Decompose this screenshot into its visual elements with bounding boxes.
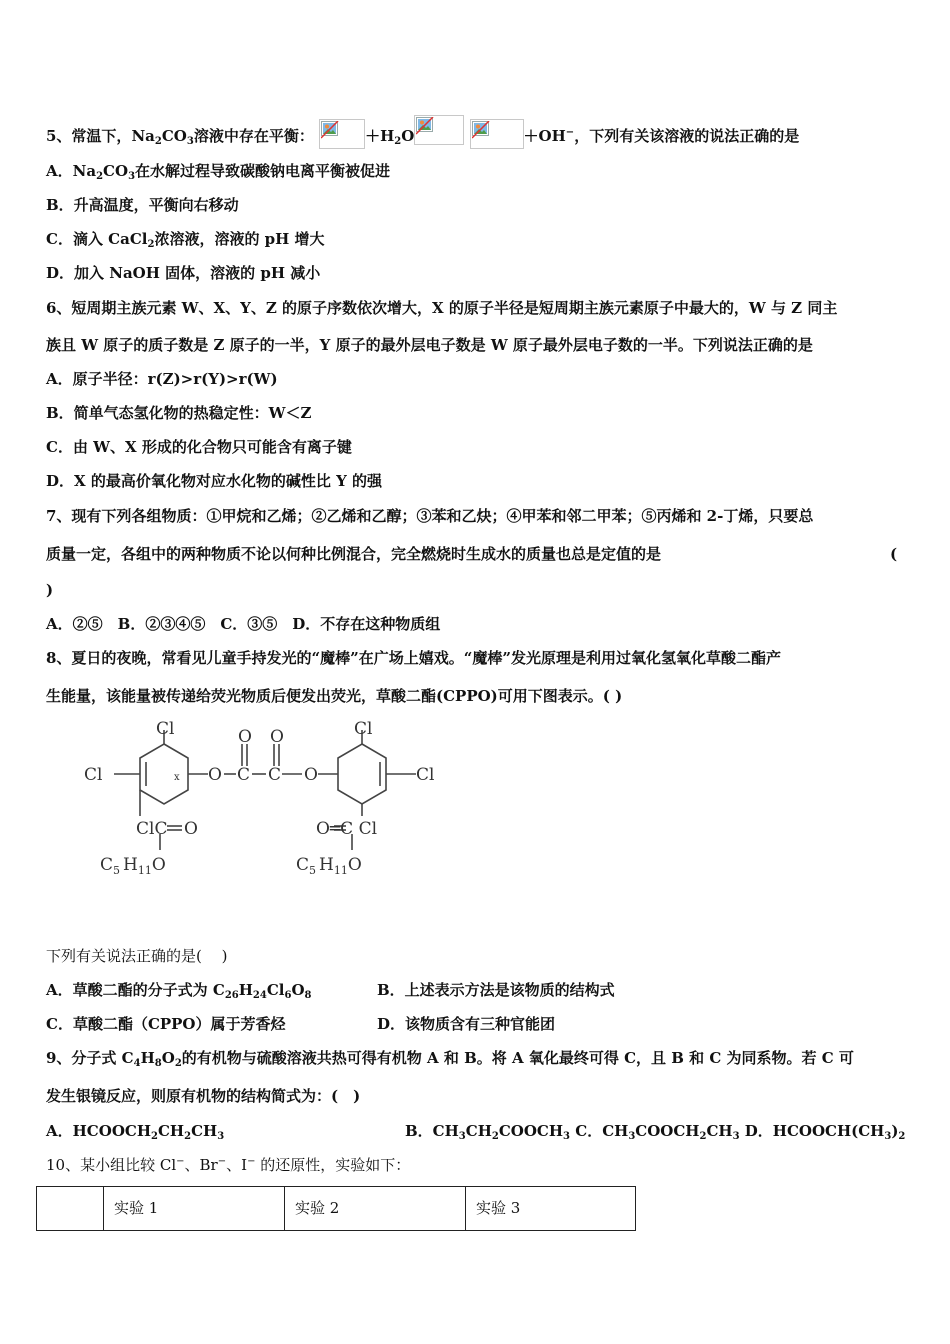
q5-option-c: C．滴入 CaCl$_2$浓溶液，溶液的 pH 增大 <box>46 230 325 250</box>
q8-stem-line2: 生能量，该能量被传递给荧光物质后便发出荧光，草酸二酯(CPPO)可用下图表示。( ) <box>46 687 623 705</box>
q6-option-d: D．X 的最高价氧化物对应水化物的碱性比 Y 的强 <box>46 472 383 490</box>
q6-stem-line1: 6、短周期主族元素 W、X、Y、Z 的原子序数依次增大，X 的原子半径是短周期主族元素原子中最大的，W 与 Z 同主 <box>46 299 838 317</box>
broken-image-icon <box>470 119 524 149</box>
c-label: C <box>268 765 282 785</box>
clc-label: ClC <box>136 819 168 839</box>
table-header-cell: 实验 1 <box>104 1187 285 1231</box>
q9-option-a: A．$HCOOCH_2CH_2CH_3$ <box>46 1122 225 1142</box>
o-label: O <box>304 765 318 785</box>
ring-mark: x <box>174 772 180 783</box>
q7-stem-line2: 质量一定，各组中的两种物质不论以何种比例混合，完全燃烧时生成水的质量也总是定值的是 <box>46 545 662 563</box>
q5-stem: 5、常温下，$Na_2CO_3$溶液中存在平衡： $+H_2O$ ＋OH−，下列有关该溶液的说法正确的是 <box>46 115 799 149</box>
cl-label: Cl <box>84 765 103 785</box>
table-header-cell: 实验 3 <box>466 1187 636 1231</box>
q9-stem-line1: 9、分子式 $C_4H_8O_2$的有机物与硫酸溶液共热可得有机物 A 和 B。将 A 氧化最终可得 C，且 B 和 C 为同系物。若 C 可 <box>46 1049 854 1069</box>
cl-label: Cl <box>416 765 435 785</box>
q7-stem-line1: 7、现有下列各组物质：①甲烷和乙烯；②乙烯和乙醇；③苯和乙炔；④甲苯和邻二甲苯；⑤丙烯和 2-丁烯，只要总 <box>46 507 814 525</box>
o-label: O <box>270 727 284 747</box>
q8-option-d: D．该物质含有三种官能团 <box>377 1015 556 1033</box>
q6-stem-line2: 族且 W 原子的质子数是 Z 原子的一半，Y 原子的最外层电子数是 W 原子最外层电子数的一半。下列说法正确的是 <box>46 336 813 354</box>
q5-option-b: B．升高温度，平衡向右移动 <box>46 196 239 214</box>
q6-option-c: C．由 W、X 形成的化合物只可能含有离子键 <box>46 438 352 456</box>
cl-label: Cl <box>156 719 175 739</box>
q5-option-a: A．$Na_2CO_3$在水解过程导致碳酸钠电离平衡被促进 <box>46 162 391 182</box>
q7-paren-open: ( <box>890 545 898 563</box>
q10-stem: 10、某小组比较 Cl−、Br−、I− 的还原性，实验如下： <box>46 1156 411 1174</box>
broken-image-icon <box>319 119 365 149</box>
q8-option-c: C．草酸二酯（CPPO）属于芳香烃 <box>46 1015 286 1033</box>
o-label: O <box>238 727 252 747</box>
ocl-label: O═C Cl <box>316 819 378 839</box>
q7-paren-close: ) <box>46 581 54 599</box>
broken-image-icon <box>414 115 464 145</box>
experiment-table <box>36 1186 636 1231</box>
q8-option-a: A．草酸二酯的分子式为 $C_{26}H_{24}Cl_6O_8$ <box>46 981 312 1001</box>
q8-question: 下列有关说法正确的是( ) <box>46 947 228 965</box>
q7-options: A．②⑤ B．②③④⑤ C．③⑤ D．不存在这种物质组 <box>46 615 441 633</box>
q8-option-b: B．上述表示方法是该物质的结构式 <box>377 981 615 999</box>
q9-option-bcd: B．$CH_3CH_2COOCH_3$ C．$CH_3COOCH_2CH_3$ D．$HCOOCH(CH_3)_2$ <box>405 1122 906 1142</box>
table-row <box>37 1187 636 1231</box>
c5h11o-label: $C_5$ $H_{11}O$ <box>100 855 166 877</box>
q9-stem-line2: 发生银镜反应，则原有机物的结构简式为：( ) <box>46 1087 361 1105</box>
cl-label: Cl <box>354 719 373 739</box>
o-label: O <box>184 819 198 839</box>
q6-option-a: A．原子半径：r(Z)>r(Y)>r(W) <box>46 370 278 388</box>
q6-option-b: B．简单气态氢化物的热稳定性：W＜Z <box>46 404 312 422</box>
table-header-cell <box>37 1187 104 1231</box>
c-label: C <box>237 765 251 785</box>
c5h11o-label: $C_5$ $H_{11}O$ <box>296 855 362 877</box>
q5-option-d: D．加入 NaOH 固体，溶液的 pH 减小 <box>46 264 321 282</box>
table-header-cell: 实验 2 <box>285 1187 466 1231</box>
cppo-structure-diagram <box>76 716 446 886</box>
o-label: O <box>208 765 222 785</box>
q8-stem-line1: 8、夏日的夜晚，常看见儿童手持发光的“魔棒”在广场上嬉戏。“魔棒”发光原理是利用过氧化氢氧化草酸二酯产 <box>46 649 781 667</box>
